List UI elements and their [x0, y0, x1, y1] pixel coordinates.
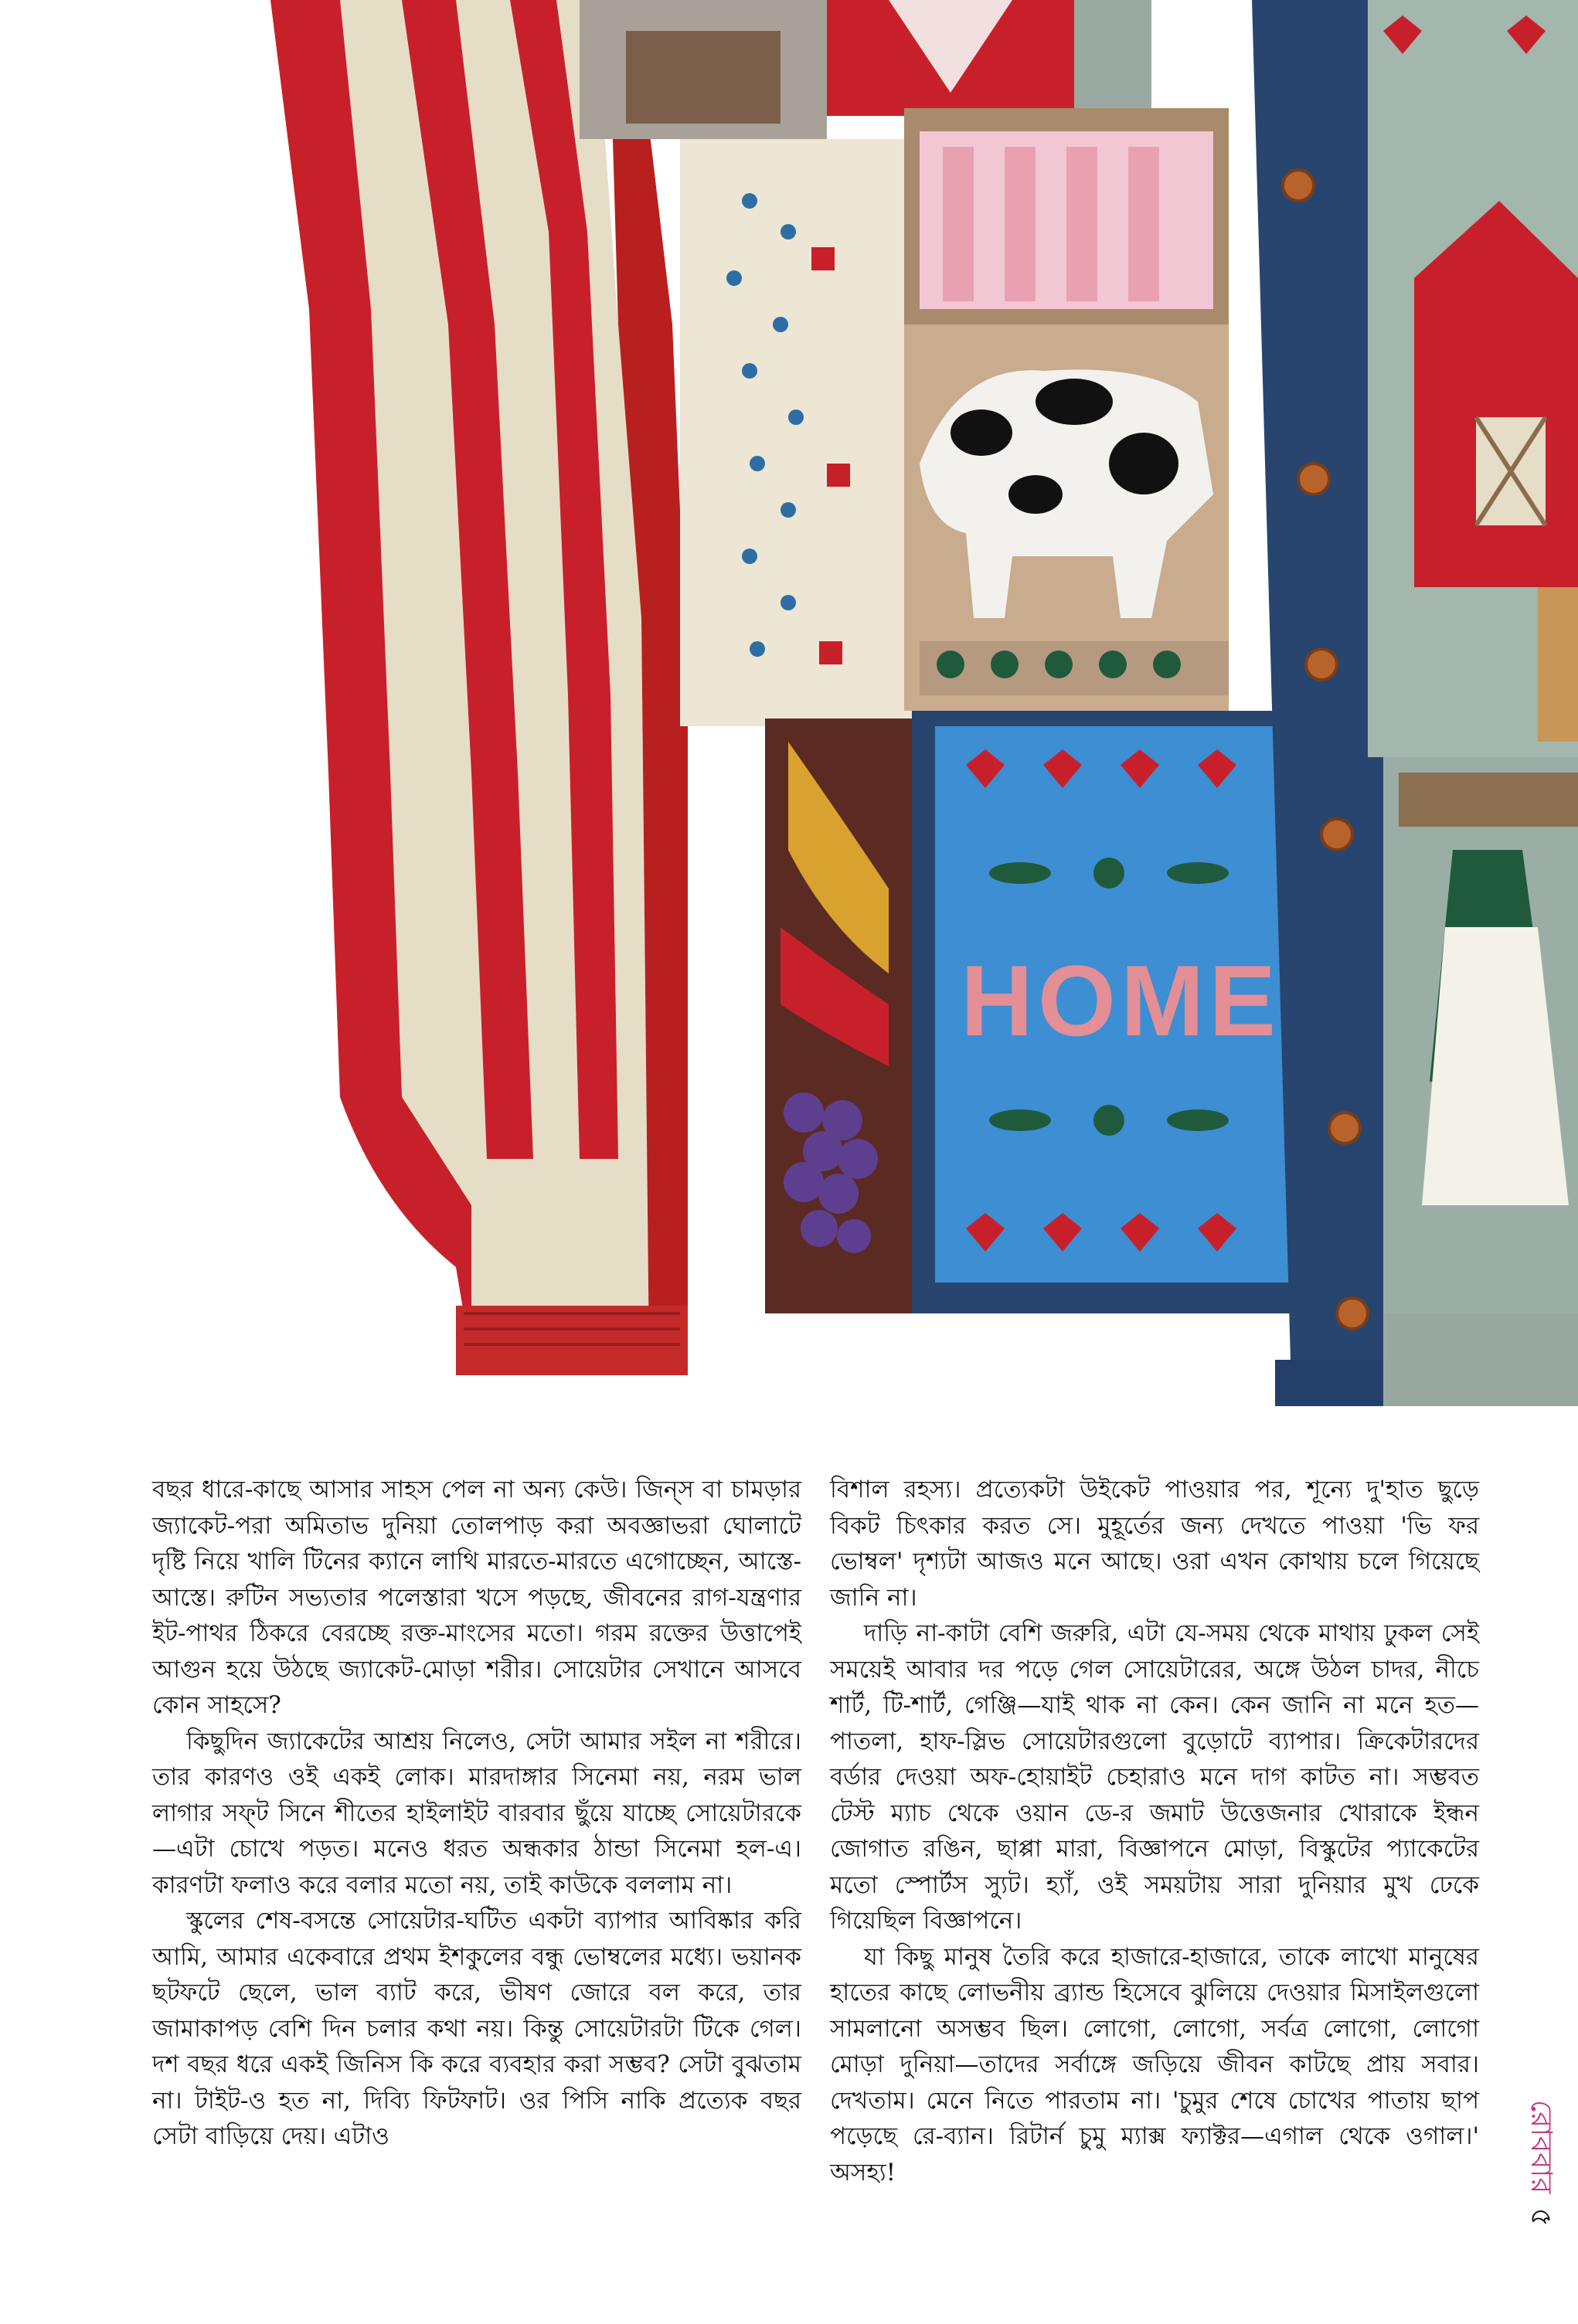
cardigan-photo — [147, 0, 1578, 1422]
paragraph: কিছুদিন জ্যাকেটের আশ্রয় নিলেও, সেটা আমার সইল না শরীরে। তার কারণও ওই একই লোক। মারদাঙ্গার সিনেমা নয়, নরম ভাল লাগার সফ্‌ট সিনে শীতের হাইলাইট বারবার ছুঁয়ে যাচ্ছে সোয়েটারকে—এটা চোখে পড়ত। মনেও ধরত অন্ধকার ঠান্ডা সিনেমা হল-এ। কারণটা ফলাও করে বলার মতো নয়, তাই কাউকে বললাম না। — [152, 1727, 801, 1899]
page-number: ৫ — [1525, 2207, 1559, 2227]
paragraph: দাড়ি না-কাটা বেশি জরুরি, এটা যে-সময় থেকে মাথায় ঢুকল সেই সময়েই আবার দর পড়ে গেল সোয়েটারের, অঙ্গে উঠল চাদর, নীচে শার্ট, টি-শার্ট, গেঞ্জি—যাই থাক না কেন। কেন জানি না মনে হত—পাতলা, হাফ-স্লিভ সোয়েটারগুলো বুড়োটে ব্যাপার। ক্রিকেটারদের বর্ডার দেওয়া অফ-হোয়াইট চেহারাও মনে দাগ কাটত না। সম্ভবত টেস্ট ম্যাচ থেকে ওয়ান ডে-র জমাট উত্তেজনার খোরাকে ইন্ধন জোগাত রঙিন, ছাপ্পা মারা, বিজ্ঞাপনে মোড়া, বিস্কুটের প্যাকেটের মতো স্পোর্টস স্যুট। হ্যাঁ, ওই সময়টায় সারা দুনিয়ার মুখ ঢেকে গিয়েছিল বিজ্ঞাপনে। — [830, 1619, 1479, 1935]
magazine-name: রোববার — [1525, 2099, 1559, 2194]
paragraph: বিশাল রহস্য। প্রত্যেকটা উইকেট পাওয়ার পর, শূন্যে দু'হাত ছুড়ে বিকট চিৎকার করত সে। মুহূর্তের জন্য দেখতে পাওয়া 'ভি ফর ভোম্বল' দৃশ্যটা আজও মনে আছে। ওরা এখন কোথায় চলে গিয়েছে জানি না। — [830, 1476, 1479, 1612]
left-sleeve — [270, 0, 688, 1375]
paragraph: স্কুলের শেষ-বসন্তে সোয়েটার-ঘটিত একটা ব্যাপার আবিষ্কার করি আমি, আমার একেবারে প্রথম ইশকুলের বন্ধু ভোম্বলের মধ্যে। ভয়ানক ছটফটে ছেলে, ভাল ব্যাট করে, ভীষণ জোরে বল করে, তার জামাকাপড় বেশি দিন চলার কথা নয়। কিন্তু সোয়েটারটা টিকে গেল। দশ বছর ধরে একই জিনিস কি করে ব্যবহার করা সম্ভব? সেটা বুঝতাম না। টাইট-ও হত না, দিব্যি ফিটফাট। ওর পিসি নাকি প্রত্যেক বছর সেটা বাড়িয়ে দেয়। এটাও — [152, 1907, 801, 2150]
left-text-column — [152, 1472, 801, 2155]
paragraph: বছর ধারে-কাছে আসার সাহস পেল না অন্য কেউ। জিন্‌স বা চামড়ার জ্যাকেট-পরা অমিতাভ দুনিয়া তোলপাড় করা অবজ্ঞাভরা ঘোলাটে দৃষ্টি নিয়ে খালি টিনের ক্যানে লাথি মারতে-মারতে এগোচ্ছেন, আস্তে-আস্তে। রুটিন সভ্যতার পলেস্তারা খসে পড়ছে, জীবনের রাগ-যন্ত্রণার ইট-পাথর ঠিকরে বেরচ্ছে রক্ত-মাংসের মতো। গরম রক্তের উত্তাপেই আগুন হয়ে উঠছে জ্যাকেট-মোড়া শরীর। সোয়েটার সেখানে আসবে কোন সাহসে? — [152, 1476, 801, 1719]
right-text-column — [830, 1472, 1479, 2190]
knit-home-text: HOME — [961, 944, 1280, 1057]
page-folio — [1516, 2047, 1563, 2279]
paragraph: যা কিছু মানুষ তৈরি করে হাজারে-হাজারে, তাকে লাখো মানুষের হাতের কাছে লোভনীয় ব্র্যান্ড হিসেবে ঝুলিয়ে দেওয়ার মিসাইলগুলো সামলানো অসম্ভব ছিল। লোগো, লোগো, সর্বত্র লোগো, লোগো মোড়া দুনিয়া—তাদের সর্বাঙ্গে জড়িয়ে জীবন কাটছে প্রায় সবার। দেখতাম। মেনে নিতে পারতাম না। 'চুমুর শেষে চোখের পাতায় ছাপ পড়েছে রে-ব্যান। রিটার্ন চুমু ম্যাক্স ফ্যাক্টর—এগাল থেকে ওগাল।' অসহ্য! — [830, 1942, 1479, 2186]
